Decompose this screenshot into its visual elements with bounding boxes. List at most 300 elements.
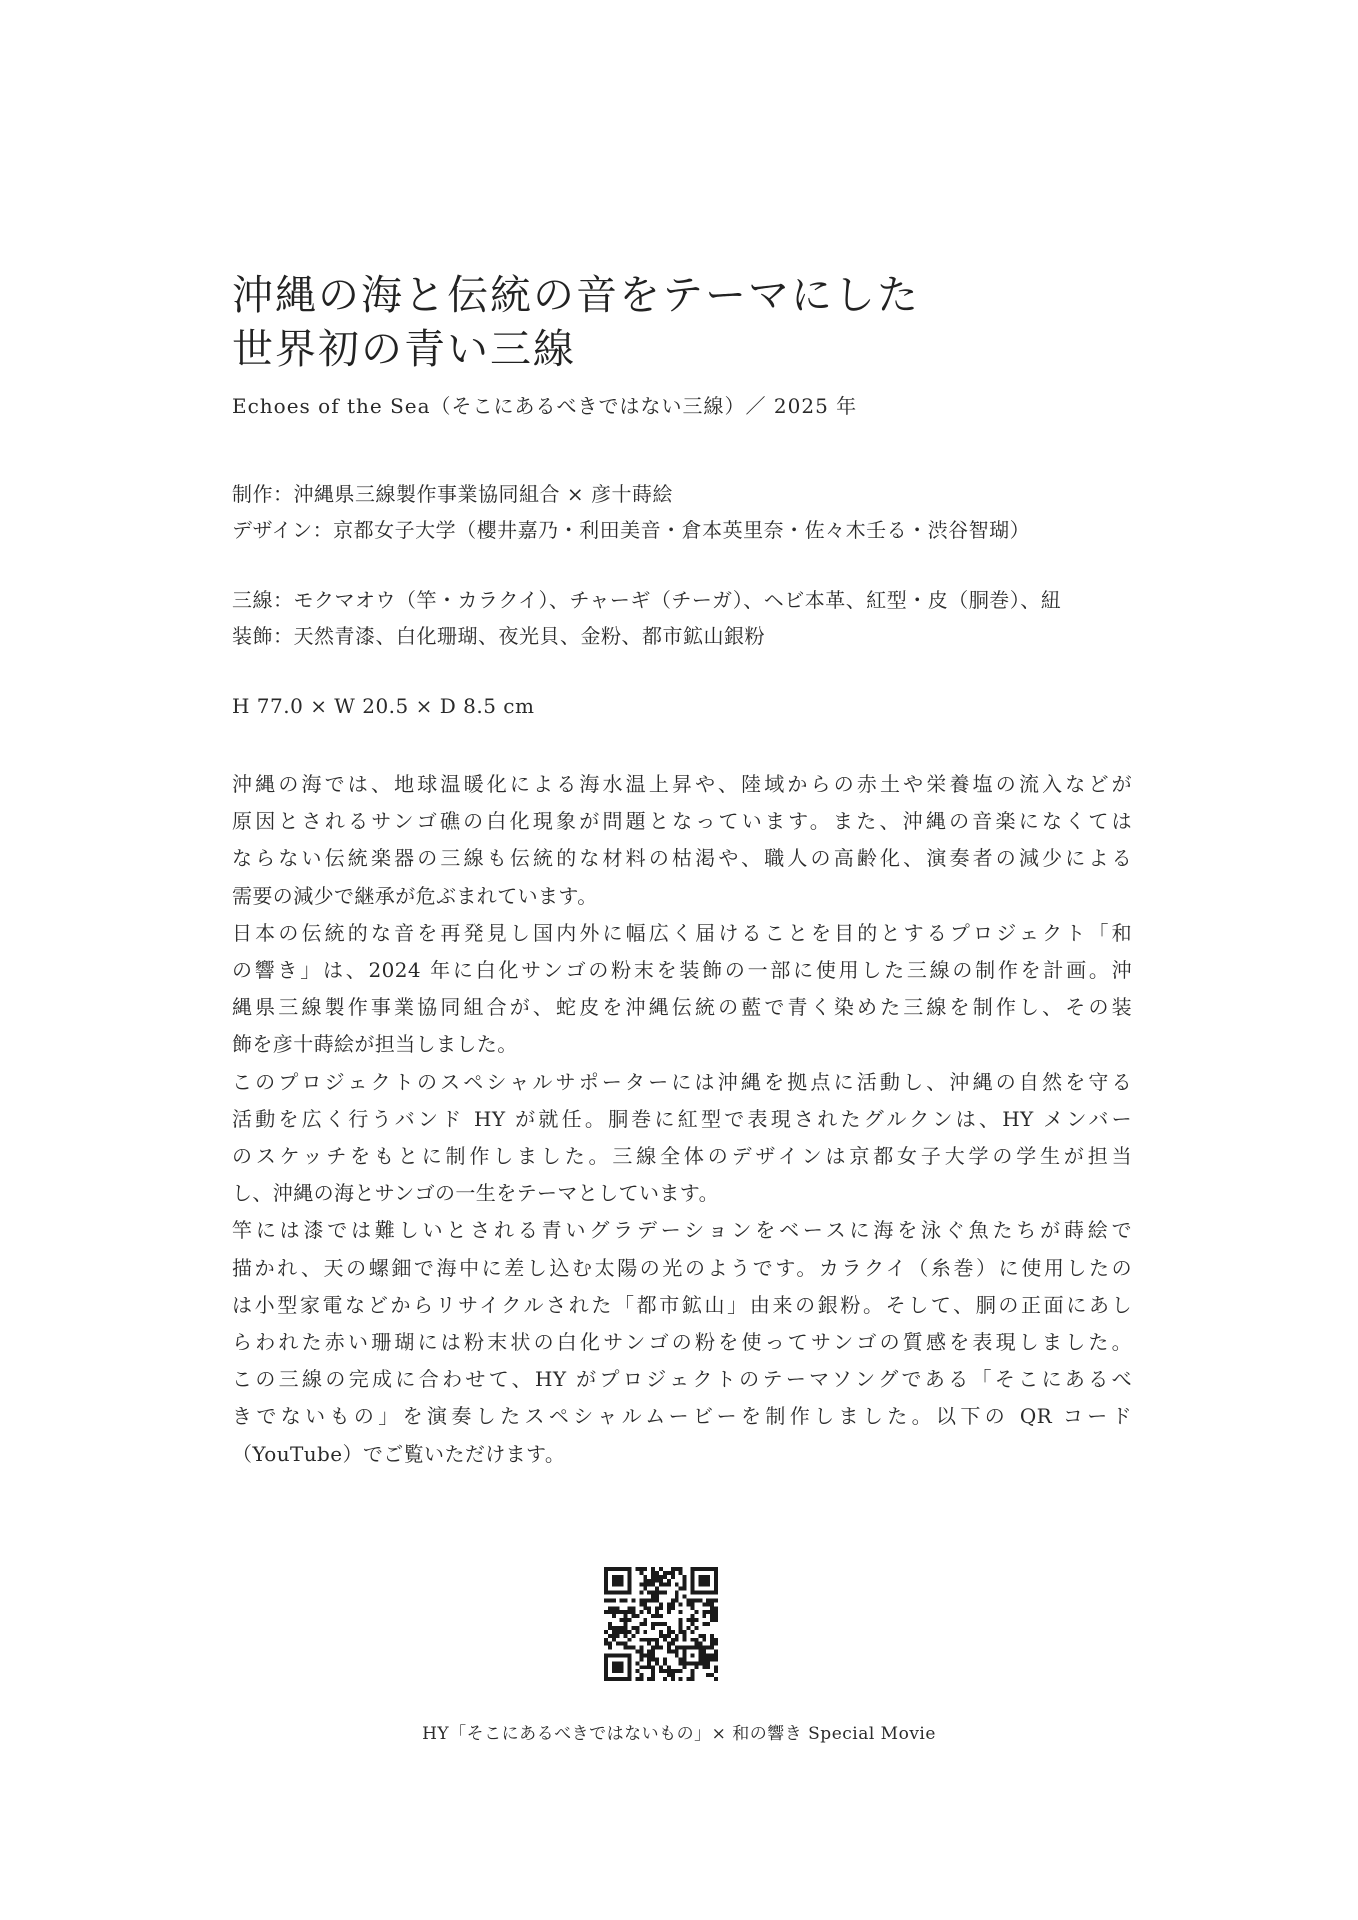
qr-module — [632, 1606, 636, 1610]
qr-module — [639, 1646, 643, 1650]
qr-module — [647, 1661, 651, 1665]
qr-module — [635, 1567, 639, 1571]
qr-module — [663, 1575, 667, 1579]
qr-module — [628, 1591, 632, 1595]
qr-module — [667, 1665, 671, 1669]
qr-module — [714, 1610, 718, 1614]
qr-module — [643, 1602, 647, 1606]
qr-module — [671, 1630, 675, 1634]
qr-module — [710, 1614, 714, 1618]
qr-module — [612, 1630, 616, 1634]
qr-module — [604, 1579, 608, 1583]
qr-module — [655, 1587, 659, 1591]
qr-module — [671, 1638, 675, 1642]
qr-module — [628, 1653, 632, 1657]
qr-module — [690, 1673, 694, 1677]
qr-module — [628, 1579, 632, 1583]
qr-module — [655, 1642, 659, 1646]
qr-module — [647, 1650, 651, 1654]
qr-module — [714, 1665, 718, 1669]
qr-module — [698, 1661, 702, 1665]
qr-module — [694, 1618, 698, 1622]
qr-module — [628, 1610, 632, 1614]
design-credit: デザイン：京都女子大学（櫻井嘉乃・利田美音・倉本英里奈・佐々木壬る・渋谷智瑚） — [232, 518, 1031, 542]
qr-module — [667, 1606, 671, 1610]
qr-module — [655, 1657, 659, 1661]
qr-module — [608, 1634, 612, 1638]
qr-module — [635, 1661, 639, 1665]
qr-module — [702, 1634, 706, 1638]
qr-module — [635, 1630, 639, 1634]
qr-module — [679, 1622, 683, 1626]
qr-module — [690, 1602, 694, 1606]
qr-module — [659, 1602, 663, 1606]
qr-module — [710, 1598, 714, 1602]
qr-module — [679, 1661, 683, 1665]
qr-module — [698, 1657, 702, 1661]
qr-module — [667, 1583, 671, 1587]
qr-module — [698, 1579, 702, 1583]
body-line: し、沖縄の海とサンゴの一生をテーマとしています。 — [232, 1181, 719, 1206]
body-line: 描かれ、天の螺鈿で海中に差し込む太陽の光のようです。カラクイ（糸巻）に使用したの — [232, 1255, 1132, 1280]
qr-module — [679, 1630, 683, 1634]
qr-module — [632, 1614, 636, 1618]
qr-module — [639, 1677, 643, 1681]
qr-module — [604, 1587, 608, 1591]
qr-module — [604, 1630, 608, 1634]
qr-module — [667, 1602, 671, 1606]
subtitle: Echoes of the Sea（そこにあるべきではない三線）／ 2025 年 — [232, 394, 858, 418]
qr-module — [675, 1598, 679, 1602]
qr-module — [679, 1626, 683, 1630]
body-text — [232, 766, 1132, 1473]
qr-module — [667, 1646, 671, 1650]
qr-module — [632, 1646, 636, 1650]
qr-module — [690, 1606, 694, 1610]
qr-module — [643, 1598, 647, 1602]
qr-module — [608, 1646, 612, 1650]
qr-module — [616, 1634, 620, 1638]
qr-module — [612, 1591, 616, 1595]
qr-module — [683, 1661, 687, 1665]
qr-module — [690, 1583, 694, 1587]
qr-module — [628, 1618, 632, 1622]
qr-module — [651, 1626, 655, 1630]
qr-module — [667, 1626, 671, 1630]
qr-module — [616, 1626, 620, 1630]
qr-module — [671, 1650, 675, 1654]
qr-module — [604, 1638, 608, 1642]
qr-module — [639, 1567, 643, 1571]
qr-module — [714, 1657, 718, 1661]
qr-module — [608, 1622, 612, 1626]
qr-module — [694, 1646, 698, 1650]
qr-module — [608, 1598, 612, 1602]
qr-module — [675, 1653, 679, 1657]
qr-module — [702, 1567, 706, 1571]
qr-module — [690, 1669, 694, 1673]
qr-module — [628, 1606, 632, 1610]
qr-module — [616, 1591, 620, 1595]
qr-module — [620, 1661, 624, 1665]
qr-module — [643, 1575, 647, 1579]
qr-module — [659, 1606, 663, 1610]
qr-module — [690, 1579, 694, 1583]
qr-module — [612, 1669, 616, 1673]
qr-module — [655, 1606, 659, 1610]
qr-module — [620, 1630, 624, 1634]
qr-module — [604, 1610, 608, 1614]
qr-module — [671, 1677, 675, 1681]
qr-module — [690, 1653, 694, 1657]
qr-module — [624, 1567, 628, 1571]
qr-module — [651, 1673, 655, 1677]
qr-module — [651, 1657, 655, 1661]
qr-module — [655, 1579, 659, 1583]
qr-module — [655, 1610, 659, 1614]
qr-module — [690, 1575, 694, 1579]
qr-module — [616, 1677, 620, 1681]
qr-module — [702, 1646, 706, 1650]
qr-module — [679, 1602, 683, 1606]
qr-module — [659, 1575, 663, 1579]
qr-module — [702, 1657, 706, 1661]
qr-module — [604, 1673, 608, 1677]
qr-module — [639, 1598, 643, 1602]
qr-module — [612, 1665, 616, 1669]
qr-module — [690, 1567, 694, 1571]
qr-module — [647, 1583, 651, 1587]
qr-module — [687, 1661, 691, 1665]
qr-module — [620, 1575, 624, 1579]
qr-module — [702, 1591, 706, 1595]
qr-module — [624, 1677, 628, 1681]
body-line: 竿には漆では難しいとされる青いグラデーションをベースに海を泳ぐ魚たちが蒔絵で — [232, 1218, 1132, 1243]
qr-module — [624, 1634, 628, 1638]
qr-module — [639, 1583, 643, 1587]
qr-module — [620, 1583, 624, 1587]
qr-module — [651, 1595, 655, 1599]
qr-module — [620, 1669, 624, 1673]
qr-module — [706, 1657, 710, 1661]
qr-module — [651, 1571, 655, 1575]
qr-module — [683, 1653, 687, 1657]
qr-module — [612, 1626, 616, 1630]
qr-module — [690, 1646, 694, 1650]
qr-module — [667, 1630, 671, 1634]
title-line-2: 世界初の青い三線 — [232, 325, 576, 373]
qr-module — [671, 1575, 675, 1579]
qr-module — [604, 1661, 608, 1665]
qr-module — [663, 1657, 667, 1661]
qr-module — [647, 1657, 651, 1661]
qr-module — [687, 1618, 691, 1622]
qr-module — [655, 1661, 659, 1665]
qr-module — [620, 1653, 624, 1657]
qr-module — [683, 1650, 687, 1654]
credits-section — [232, 476, 1132, 548]
qr-module — [647, 1677, 651, 1681]
qr-module — [710, 1642, 714, 1646]
qr-module — [706, 1653, 710, 1657]
qr-module — [632, 1610, 636, 1614]
qr-module — [702, 1661, 706, 1665]
qr-module — [651, 1567, 655, 1571]
body-line: 縄県三線製作事業協同組合が、蛇皮を沖縄伝統の藍で青く染めた三線を制作し、その装 — [232, 995, 1132, 1020]
qr-module — [612, 1598, 616, 1602]
body-line: 日本の伝統的な音を再発見し国内外に幅広く届けることを目的とするプロジェクト「和 — [232, 920, 1132, 945]
qr-module — [683, 1630, 687, 1634]
qr-module — [647, 1610, 651, 1614]
qr-module — [702, 1622, 706, 1626]
qr-module — [690, 1591, 694, 1595]
qr-module — [628, 1587, 632, 1591]
qr-module — [659, 1646, 663, 1650]
body-line: は小型家電などからリサイクルされた「都市鉱山」由来の銀粉。そして、胴の正面にあし — [232, 1292, 1132, 1317]
qr-module — [675, 1567, 679, 1571]
qr-module — [604, 1567, 608, 1571]
qr-module — [675, 1669, 679, 1673]
qr-module — [608, 1567, 612, 1571]
qr-module — [608, 1626, 612, 1630]
qr-module — [655, 1614, 659, 1618]
qr-module — [655, 1646, 659, 1650]
qr-module — [616, 1575, 620, 1579]
qr-module — [667, 1673, 671, 1677]
qr-module — [639, 1602, 643, 1606]
qr-module — [698, 1642, 702, 1646]
qr-module — [608, 1642, 612, 1646]
qr-module — [659, 1634, 663, 1638]
qr-module — [639, 1665, 643, 1669]
qr-module — [643, 1622, 647, 1626]
qr-module — [663, 1677, 667, 1681]
qr-module — [679, 1618, 683, 1622]
qr-module — [651, 1677, 655, 1681]
qr-module — [608, 1591, 612, 1595]
body-line: 飾を彦十蒔絵が担当しました。 — [232, 1032, 518, 1057]
qr-module — [651, 1622, 655, 1626]
qr-module — [706, 1579, 710, 1583]
qr-module — [635, 1677, 639, 1681]
qr-module — [671, 1673, 675, 1677]
qr-module — [616, 1579, 620, 1583]
qr-module — [710, 1673, 714, 1677]
qr-module — [616, 1669, 620, 1673]
qr-module — [714, 1669, 718, 1673]
qr-module — [655, 1591, 659, 1595]
qr-module — [635, 1669, 639, 1673]
decoration-materials: 装飾：天然青漆、白化珊瑚、夜光貝、金粉、都市鉱山銀粉 — [232, 624, 765, 648]
qr-module — [675, 1646, 679, 1650]
qr-module — [694, 1626, 698, 1630]
qr-module — [679, 1571, 683, 1575]
qr-module — [706, 1575, 710, 1579]
qr-module — [694, 1665, 698, 1669]
qr-module — [643, 1606, 647, 1610]
qr-module — [612, 1610, 616, 1614]
qr-module — [710, 1606, 714, 1610]
qr-module — [671, 1606, 675, 1610]
qr-module — [679, 1610, 683, 1614]
qr-module — [624, 1598, 628, 1602]
qr-code-icon[interactable] — [604, 1567, 718, 1681]
qr-module — [663, 1571, 667, 1575]
qr-module — [632, 1598, 636, 1602]
title-line-1: 沖縄の海と伝統の音をテーマにした — [232, 271, 920, 319]
qr-module — [667, 1634, 671, 1638]
qr-module — [628, 1571, 632, 1575]
qr-module — [683, 1583, 687, 1587]
qr-module — [647, 1665, 651, 1669]
qr-module — [671, 1642, 675, 1646]
qr-module — [632, 1634, 636, 1638]
qr-module — [628, 1657, 632, 1661]
body-line: このプロジェクトのスペシャルサポーターには沖縄を拠点に活動し、沖縄の自然を守る — [232, 1069, 1132, 1094]
qr-module — [710, 1602, 714, 1606]
qr-module — [624, 1614, 628, 1618]
qr-module — [679, 1669, 683, 1673]
qr-module — [714, 1598, 718, 1602]
qr-module — [616, 1642, 620, 1646]
qr-module — [628, 1677, 632, 1681]
qr-module — [604, 1575, 608, 1579]
qr-module — [679, 1646, 683, 1650]
qr-module — [663, 1583, 667, 1587]
qr-module — [694, 1642, 698, 1646]
qr-module — [714, 1650, 718, 1654]
qr-module — [710, 1618, 714, 1622]
body-line: （YouTube）でご覧いただけます。 — [232, 1441, 566, 1466]
qr-module — [620, 1591, 624, 1595]
qr-module — [659, 1630, 663, 1634]
qr-module — [663, 1634, 667, 1638]
qr-module — [624, 1622, 628, 1626]
qr-module — [694, 1598, 698, 1602]
qr-module — [690, 1661, 694, 1665]
qr-module — [706, 1567, 710, 1571]
qr-module — [690, 1598, 694, 1602]
qr-module — [612, 1606, 616, 1610]
qr-module — [698, 1591, 702, 1595]
qr-module — [620, 1567, 624, 1571]
qr-module — [643, 1653, 647, 1657]
qr-module — [671, 1602, 675, 1606]
qr-module — [710, 1610, 714, 1614]
qr-module — [616, 1567, 620, 1571]
qr-module — [628, 1665, 632, 1669]
qr-module — [683, 1587, 687, 1591]
qr-module — [651, 1653, 655, 1657]
qr-module — [620, 1610, 624, 1614]
qr-module — [659, 1567, 663, 1571]
qr-module — [659, 1583, 663, 1587]
qr-module — [616, 1606, 620, 1610]
qr-module — [714, 1638, 718, 1642]
qr-module — [628, 1567, 632, 1571]
qr-module — [604, 1677, 608, 1681]
qr-module — [663, 1661, 667, 1665]
qr-module — [628, 1638, 632, 1642]
qr-module — [675, 1634, 679, 1638]
qr-module — [616, 1610, 620, 1614]
qr-module — [604, 1642, 608, 1646]
qr-module — [675, 1650, 679, 1654]
qr-module — [687, 1602, 691, 1606]
body-line: 需要の減少で継承が危ぶまれています。 — [232, 883, 598, 908]
qr-module — [639, 1610, 643, 1614]
qr-module — [698, 1583, 702, 1587]
qr-module — [604, 1598, 608, 1602]
qr-module — [624, 1618, 628, 1622]
body-line: の響き」は、2024 年に白化サンゴの粉末を装飾の一部に使用した三線の制作を計画。沖 — [232, 958, 1132, 983]
qr-module — [714, 1642, 718, 1646]
qr-module — [698, 1567, 702, 1571]
qr-module — [616, 1661, 620, 1665]
production-credit: 制作：沖縄県三線製作事業協同組合 × 彦十蒔絵 — [232, 482, 673, 506]
qr-module — [608, 1653, 612, 1657]
qr-module — [710, 1591, 714, 1595]
body-line: この三線の完成に合わせて、HY がプロジェクトのテーマソングである「そこにあるべ — [232, 1367, 1132, 1392]
qr-module — [651, 1591, 655, 1595]
qr-module — [616, 1665, 620, 1669]
qr-module — [687, 1626, 691, 1630]
qr-module — [628, 1661, 632, 1665]
qr-module — [635, 1626, 639, 1630]
qr-module — [647, 1591, 651, 1595]
qr-module — [659, 1579, 663, 1583]
qr-module — [690, 1614, 694, 1618]
main-content — [232, 268, 1132, 1473]
qr-module — [690, 1618, 694, 1622]
qr-module — [604, 1583, 608, 1587]
qr-module — [667, 1642, 671, 1646]
qr-module — [683, 1579, 687, 1583]
qr-module — [671, 1571, 675, 1575]
qr-module — [608, 1610, 612, 1614]
qr-module — [675, 1638, 679, 1642]
qr-module — [683, 1638, 687, 1642]
qr-module — [655, 1622, 659, 1626]
qr-module — [663, 1638, 667, 1642]
qr-module — [698, 1634, 702, 1638]
qr-module — [655, 1598, 659, 1602]
qr-module — [643, 1583, 647, 1587]
dimensions: H 77.0 × W 20.5 × D 8.5 cm — [232, 694, 535, 718]
qr-module — [604, 1657, 608, 1661]
body-line: のスケッチをもとに制作しました。三線全体のデザインは京都女子大学の学生が担当 — [232, 1144, 1132, 1169]
qr-module — [659, 1669, 663, 1673]
qr-module — [620, 1598, 624, 1602]
qr-module — [620, 1579, 624, 1583]
qr-module — [655, 1595, 659, 1599]
qr-module — [714, 1606, 718, 1610]
qr-module — [702, 1610, 706, 1614]
qr-module — [706, 1646, 710, 1650]
body-line: ならない伝統楽器の三線も伝統的な材料の枯渇や、職人の高齢化、演奏者の減少による — [232, 846, 1132, 871]
qr-module — [690, 1587, 694, 1591]
qr-module — [714, 1618, 718, 1622]
qr-module — [612, 1567, 616, 1571]
qr-module — [612, 1661, 616, 1665]
qr-module — [679, 1657, 683, 1661]
qr-module — [667, 1610, 671, 1614]
qr-module — [714, 1653, 718, 1657]
qr-module — [659, 1622, 663, 1626]
qr-module — [663, 1591, 667, 1595]
qr-module — [698, 1653, 702, 1657]
qr-module — [702, 1650, 706, 1654]
